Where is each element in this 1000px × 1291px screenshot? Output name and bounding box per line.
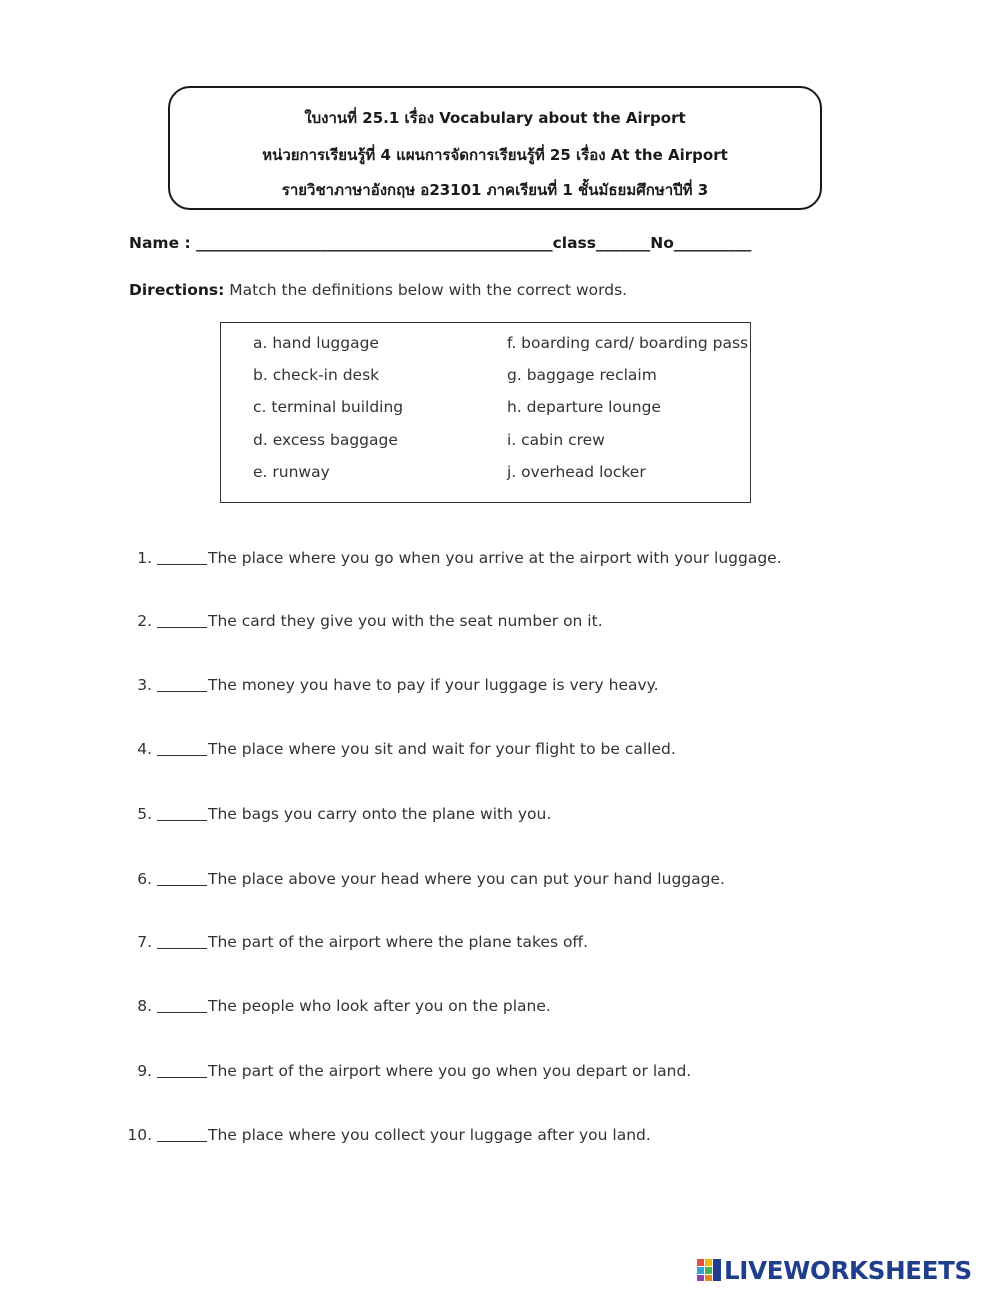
answer-blank[interactable] xyxy=(157,933,207,949)
question-text: The part of the airport where you go when you depart or land. xyxy=(208,1062,692,1080)
answer-blank[interactable] xyxy=(157,740,207,756)
directions xyxy=(129,281,627,299)
liveworksheets-logo-icon xyxy=(697,1259,721,1281)
question-text: The place where you go when you arrive at the airport with your luggage. xyxy=(208,549,782,567)
question-number: 8. xyxy=(137,997,152,1015)
question-number: 5. xyxy=(137,805,152,823)
question-number: 4. xyxy=(137,740,152,758)
directions-label: Directions: xyxy=(129,281,225,299)
question-text: The money you have to pay if your luggage is very heavy. xyxy=(208,676,659,694)
word-bank-item: a. hand luggage xyxy=(253,334,379,352)
word-bank-item: c. terminal building xyxy=(253,398,404,416)
class-field-label[interactable]: class_______ xyxy=(552,234,651,252)
question-number: 1. xyxy=(137,549,152,567)
question-text: The card they give you with the seat number on it. xyxy=(208,612,603,630)
logo-text: LIVEWORKSHEETS xyxy=(724,1256,972,1285)
word-bank-item: f. boarding card/ boarding pass xyxy=(507,334,749,352)
answer-blank[interactable] xyxy=(157,997,207,1013)
word-bank-item: j. overhead locker xyxy=(507,463,646,481)
word-bank-item: b. check-in desk xyxy=(253,366,380,384)
answer-blank[interactable] xyxy=(157,1062,207,1078)
answer-blank[interactable] xyxy=(157,1126,207,1142)
question-number: 7. xyxy=(137,933,152,951)
question-text: The place where you collect your luggage after you land. xyxy=(208,1126,651,1144)
learning-unit-line: หน่วยการเรียนรู้ที่ 4 แผนการจัดการเรียนรู้ที่ 25 เรื่อง At the Airport xyxy=(262,146,728,164)
word-bank-item: e. runway xyxy=(253,463,330,481)
word-bank xyxy=(220,322,751,503)
word-bank-item: h. departure lounge xyxy=(507,398,661,416)
question-text: The place above your head where you can put your hand luggage. xyxy=(208,870,725,888)
answer-blank[interactable] xyxy=(157,612,207,628)
question-text: The place where you sit and wait for your flight to be called. xyxy=(208,740,676,758)
student-info-row xyxy=(129,234,751,252)
worksheet-title: ใบงานที่ 25.1 เรื่อง Vocabulary about the Airport xyxy=(304,109,686,127)
question-number: 2. xyxy=(137,612,152,630)
question-text: The part of the airport where the plane takes off. xyxy=(208,933,589,951)
answer-blank[interactable] xyxy=(157,805,207,821)
question-text: The bags you carry onto the plane with you. xyxy=(208,805,552,823)
name-field-label[interactable]: Name : ______________________________________________ xyxy=(129,234,553,252)
answer-blank[interactable] xyxy=(157,676,207,692)
answer-blank[interactable] xyxy=(157,870,207,886)
word-bank-item: g. baggage reclaim xyxy=(507,366,657,384)
question-number: 10. xyxy=(127,1126,152,1144)
question-number: 6. xyxy=(137,870,152,888)
word-bank-item: i. cabin crew xyxy=(507,431,605,449)
worksheet-header-box xyxy=(168,86,822,210)
answer-blank[interactable] xyxy=(157,549,207,565)
word-bank-item: d. excess baggage xyxy=(253,431,398,449)
directions-text: Match the definitions below with the correct words. xyxy=(229,281,628,299)
question-text: The people who look after you on the plane. xyxy=(208,997,551,1015)
subject-line: รายวิชาภาษาอังกฤษ อ23101 ภาคเรียนที่ 1 ชั้นมัธยมศึกษาปีที่ 3 xyxy=(281,181,709,199)
number-field-label[interactable]: No__________ xyxy=(650,234,752,252)
question-number: 9. xyxy=(137,1062,152,1080)
question-number: 3. xyxy=(137,676,152,694)
